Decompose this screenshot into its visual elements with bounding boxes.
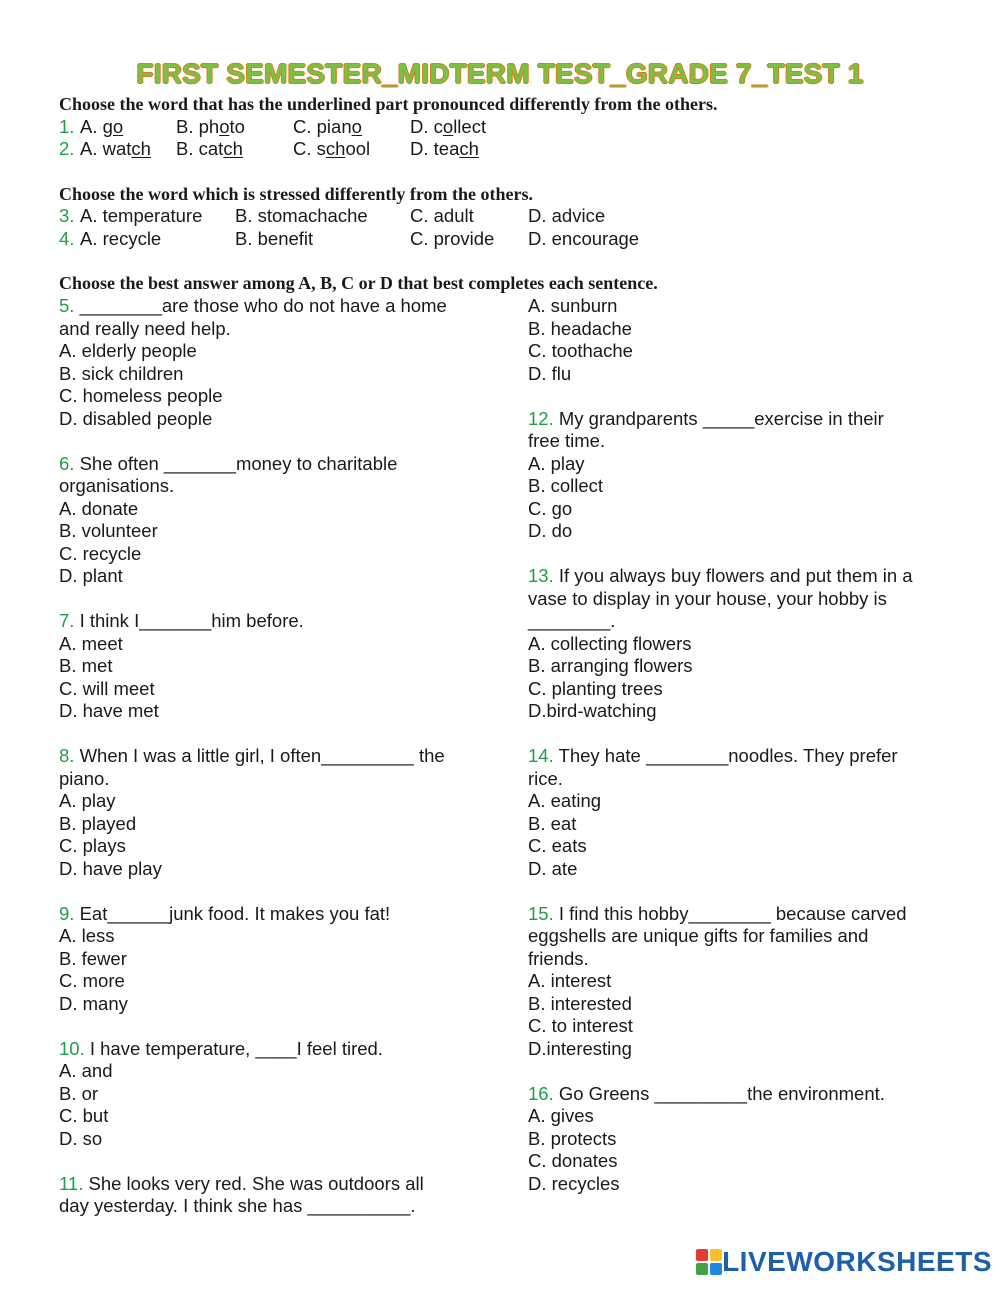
- option-b[interactable]: B. played: [59, 812, 137, 834]
- question-text: If you always buy flowers and put them in a: [553, 565, 913, 586]
- question-text: I find this hobby________ because carved: [553, 902, 907, 924]
- question-text: organisations.: [59, 475, 175, 496]
- option-c[interactable]: C. go: [528, 497, 573, 519]
- option-c[interactable]: C. will meet: [59, 677, 155, 699]
- option-b[interactable]: B. or: [59, 1082, 99, 1104]
- question-number: 1.: [59, 116, 75, 137]
- question-text: When I was a little girl, I often_________ the: [74, 745, 445, 766]
- option-d[interactable]: D. do: [528, 520, 573, 541]
- option-b[interactable]: B. met: [59, 655, 113, 676]
- logo-text: LIVEWORKSHEETS: [722, 1246, 992, 1277]
- question-text: I think I_______him before.: [74, 610, 304, 631]
- option-a[interactable]: A. and: [59, 1060, 113, 1081]
- instruction-best-answer: Choose the best answer among A, B, C or D that best completes each sentence.: [59, 273, 658, 293]
- option-d[interactable]: D. have play: [59, 857, 162, 879]
- question-text: vase to display in your house, your hobby is: [528, 587, 887, 609]
- option-c[interactable]: C. donates: [528, 1150, 618, 1171]
- option-a[interactable]: A. elderly people: [59, 340, 197, 361]
- question-16: [528, 1083, 913, 1196]
- option-d[interactable]: D.bird-watching: [528, 700, 657, 721]
- option-d[interactable]: D. so: [59, 1127, 103, 1149]
- option-d[interactable]: D. teach: [410, 138, 479, 159]
- option-b[interactable]: B. collect: [528, 475, 604, 496]
- option-c[interactable]: C. plays: [59, 835, 126, 856]
- option-a[interactable]: A. go: [80, 116, 124, 137]
- right-column: [528, 295, 913, 1195]
- question-8: [59, 745, 447, 880]
- question-11: [59, 1173, 447, 1218]
- option-d[interactable]: D. have met: [59, 700, 159, 721]
- option-d[interactable]: D. many: [59, 992, 128, 1014]
- option-d[interactable]: D. advice: [528, 205, 606, 226]
- instruction-stress: Choose the word which is stressed differently from the others.: [59, 184, 533, 204]
- option-a[interactable]: A. donate: [59, 497, 139, 519]
- question-15: [528, 903, 913, 1061]
- instruction-pronunciation: Choose the word that has the underlined part pronounced differently from the others.: [59, 94, 718, 114]
- option-a[interactable]: A. temperature: [80, 205, 203, 226]
- option-d[interactable]: D.interesting: [528, 1037, 632, 1059]
- question-number: 16.: [528, 1082, 554, 1104]
- option-b[interactable]: B. headache: [528, 317, 632, 339]
- option-a[interactable]: A. recycle: [80, 228, 162, 249]
- question-5: [59, 295, 447, 430]
- option-c[interactable]: C. provide: [410, 228, 495, 249]
- option-a[interactable]: A. eating: [528, 790, 602, 811]
- question-number: 12.: [528, 407, 554, 429]
- option-a[interactable]: A. play: [528, 452, 585, 474]
- option-c[interactable]: C. school: [293, 138, 371, 159]
- option-b[interactable]: B. benefit: [235, 228, 314, 249]
- question-text: piano.: [59, 767, 110, 789]
- option-b[interactable]: B. interested: [528, 992, 632, 1014]
- question-text: They hate ________noodles. They prefer: [553, 745, 898, 766]
- question-text: Go Greens _________the environment.: [553, 1082, 885, 1104]
- question-text: free time.: [528, 430, 606, 451]
- question-number: 2.: [59, 138, 75, 159]
- option-b[interactable]: B. volunteer: [59, 520, 158, 541]
- question-text: Eat______junk food. It makes you fat!: [74, 902, 391, 924]
- question-text: She often _______money to charitable: [74, 452, 398, 474]
- question-text: ________are those who do not have a home: [74, 295, 447, 316]
- option-d[interactable]: D. encourage: [528, 228, 640, 249]
- option-d[interactable]: D. recycles: [528, 1172, 620, 1194]
- question-text: She looks very red. She was outdoors all: [83, 1172, 424, 1194]
- question-number: 5.: [59, 295, 75, 316]
- option-c[interactable]: C. eats: [528, 835, 587, 856]
- question-text: eggshells are unique gifts for families and: [528, 925, 869, 946]
- question-number: 9.: [59, 902, 75, 924]
- option-c[interactable]: C. piano: [293, 116, 362, 137]
- question-11-options: [528, 295, 913, 385]
- option-b[interactable]: B. arranging flowers: [528, 655, 693, 676]
- question-text: and really need help.: [59, 317, 231, 339]
- question-number: 13.: [528, 565, 554, 586]
- option-a[interactable]: A. collecting flowers: [528, 632, 692, 654]
- option-b[interactable]: B. sick children: [59, 362, 184, 384]
- option-a[interactable]: A. meet: [59, 632, 123, 654]
- question-6: [59, 453, 447, 588]
- option-d[interactable]: D. plant: [59, 565, 123, 586]
- option-c[interactable]: C. to interest: [528, 1015, 633, 1036]
- question-number: 3.: [59, 205, 75, 226]
- option-b[interactable]: B. eat: [528, 812, 577, 834]
- option-d[interactable]: D. ate: [528, 857, 578, 879]
- question-14: [528, 745, 913, 880]
- question-text: friends.: [528, 947, 589, 969]
- question-number: 14.: [528, 745, 554, 766]
- option-d[interactable]: D. collect: [410, 116, 487, 137]
- question-number: 10.: [59, 1037, 85, 1059]
- left-column: [59, 295, 447, 1218]
- option-d[interactable]: D. disabled people: [59, 407, 213, 429]
- option-b[interactable]: B. stomachache: [235, 205, 368, 226]
- logo-icon: [696, 1249, 722, 1275]
- option-b[interactable]: B. fewer: [59, 947, 127, 969]
- question-7: [59, 610, 447, 723]
- question-10: [59, 1038, 447, 1151]
- question-9: [59, 903, 447, 1016]
- question-text: rice.: [528, 767, 563, 789]
- option-a[interactable]: A. sunburn: [528, 295, 618, 316]
- question-13: [528, 565, 913, 723]
- option-a[interactable]: A. less: [59, 925, 115, 946]
- option-c[interactable]: C. toothache: [528, 340, 633, 361]
- option-d[interactable]: D. flu: [528, 362, 572, 384]
- question-number: 8.: [59, 745, 75, 766]
- question-number: 6.: [59, 452, 75, 474]
- question-number: 7.: [59, 610, 75, 631]
- question-number: 11.: [59, 1172, 84, 1194]
- option-c[interactable]: C. homeless people: [59, 385, 223, 406]
- question-text: My grandparents _____exercise in their: [553, 407, 884, 429]
- option-a[interactable]: A. interest: [528, 970, 612, 991]
- question-text: ________.: [528, 610, 616, 631]
- question-number: 4.: [59, 228, 75, 249]
- question-12: [528, 408, 913, 543]
- option-c[interactable]: C. but: [59, 1105, 109, 1126]
- question-text: day yesterday. I think she has __________.: [59, 1195, 416, 1216]
- option-a[interactable]: A. gives: [528, 1105, 594, 1126]
- option-c[interactable]: C. planting trees: [528, 677, 663, 699]
- option-a[interactable]: A. watch: [80, 138, 151, 159]
- page-title: FIRST SEMESTER_MIDTERM TEST_GRADE 7_TEST 1: [136, 58, 864, 89]
- option-c[interactable]: C. adult: [410, 205, 474, 226]
- question-text: I have temperature, ____I feel tired.: [84, 1037, 383, 1059]
- option-a[interactable]: A. play: [59, 790, 116, 811]
- question-number: 15.: [528, 902, 554, 924]
- option-c[interactable]: C. more: [59, 970, 125, 991]
- option-b[interactable]: B. protects: [528, 1127, 617, 1149]
- option-b[interactable]: B. catch: [176, 138, 243, 159]
- option-c[interactable]: C. recycle: [59, 542, 142, 564]
- liveworksheets-logo[interactable]: [696, 1245, 992, 1279]
- option-b[interactable]: B. photo: [176, 116, 245, 137]
